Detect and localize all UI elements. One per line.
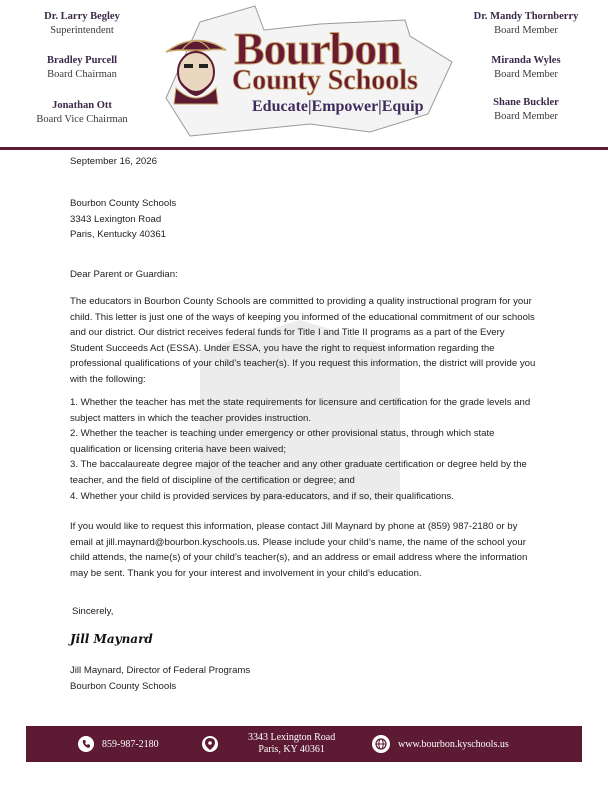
footer-bar (26, 726, 582, 762)
globe-icon (372, 735, 390, 753)
logo-wordmark-line1: Bourbon (234, 23, 401, 74)
closing: Sincerely, (72, 606, 114, 617)
footer-address (202, 726, 335, 762)
person-title: Board Member (494, 69, 558, 80)
paragraph-intro: The educators in Bourbon County Schools are committed to providing a quality instructional program for your child. This letter is just one of the ways of keeping you informed of the educational commitment of our schools and our district. Our district receives federal funds for Title I and Title II programs as a part of the Every Student Succeeds Act (ESSA). Under ESSA, you have the right to request information regarding the professional qualifications of your child’s teacher(s). If you request this information, the district will provide you with the following: (70, 296, 536, 385)
address-line: Paris, Kentucky 40361 (70, 229, 166, 241)
footer-website-text[interactable]: www.bourbon.kyschools.us (398, 738, 509, 750)
person-name: Bradley Purcell (46, 55, 118, 66)
logo-wordmark-line2: County Schools (232, 65, 418, 96)
person-board-vice-chairman (22, 99, 142, 127)
person-board-member-2 (466, 54, 586, 82)
person-name: Dr. Larry Begley (44, 11, 120, 22)
signer-organization: Bourbon County Schools (70, 680, 177, 692)
tagline: Educate|Empower|Equip (252, 98, 424, 115)
person-name: Jonathan Ott (52, 100, 112, 111)
person-name: Miranda Wyles (491, 55, 561, 66)
list-item: 4. Whether your child is provided services by para-educators, and if so, their qualifications. (70, 490, 454, 502)
footer-address-text (248, 732, 335, 756)
signature: Jill Maynard (70, 632, 153, 646)
footer-phone-text: 859-987-2180 (102, 738, 159, 750)
header-divider (0, 147, 608, 150)
salutation: Dear Parent or Guardian: (70, 269, 178, 280)
signer-block (70, 663, 540, 694)
address-line: Bourbon County Schools (70, 198, 177, 209)
person-title: Board Chairman (47, 69, 117, 80)
location-pin-icon (202, 736, 218, 752)
paragraph-contact: If you would like to request this information, please contact Jill Maynard by phone at (859) 987-2180 or by email at jill.maynard@bourbon.kyschools.us. Please include your child’s name, the name of the school your child attends, the name(s) of your child’s teacher(s), and an address or email address where the information may be sent. Thank you for your interest and involvement in your child’s education. (70, 521, 528, 579)
phone-icon (78, 736, 94, 752)
recipient-address (70, 196, 540, 243)
person-board-member-1 (466, 10, 586, 38)
footer-website (372, 726, 509, 762)
list-item: 3. The baccalaureate degree major of the teacher and any other graduate certification or degree held by the teacher, and the field of discipline of the certification or degree; and (70, 459, 527, 486)
person-name: Dr. Mandy Thornberry (473, 11, 579, 22)
footer-address-line2: Paris, KY 40361 (258, 744, 325, 755)
person-title: Board Member (494, 25, 558, 36)
person-superintendent (22, 10, 142, 38)
mascot-logo-icon (162, 28, 230, 106)
person-title: Board Member (494, 111, 558, 122)
letterhead (0, 0, 608, 150)
list-item: 1. Whether the teacher has met the state requirements for licensure and certification for the grade levels and subject matters in which the teacher provides instruction. (70, 397, 531, 424)
signer-name-title: Jill Maynard, Director of Federal Programs (70, 665, 251, 676)
letter-date: September 16, 2026 (70, 156, 157, 167)
footer-address-line1: 3343 Lexington Road (248, 732, 336, 743)
footer-phone (78, 726, 159, 762)
list-item: 2. Whether the teacher is teaching under emergency or other provisional status, through which state qualification or licensing criteria have been waived; (70, 428, 495, 455)
person-board-chairman (22, 54, 142, 82)
qualifications-list (70, 395, 540, 504)
person-title: Superintendent (50, 25, 114, 36)
person-title: Board Vice Chairman (36, 114, 128, 125)
address-line: 3343 Lexington Road (70, 213, 162, 225)
person-name: Shane Buckler (493, 97, 559, 108)
person-board-member-3 (466, 96, 586, 124)
